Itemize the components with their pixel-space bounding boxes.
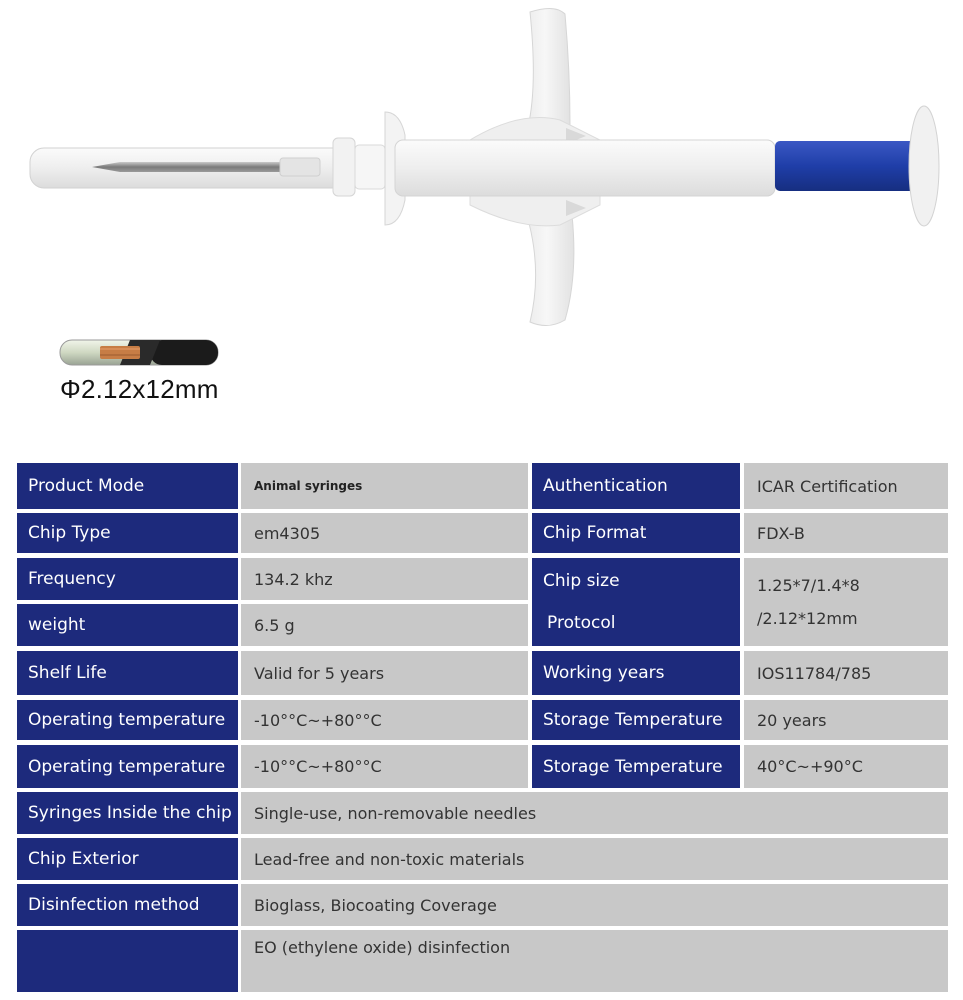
chip-size-value-line2: /2.12*12mm xyxy=(757,609,858,628)
disinfection-method-label: Disinfection method xyxy=(17,884,238,926)
operating-temperature-label: Operating temperature xyxy=(17,700,238,740)
chip-size-value-line1: 1.25*7/1.4*8 xyxy=(757,576,860,595)
chip-size-protocol-label xyxy=(532,558,740,646)
storage-temperature-value: 40°C~+90°C xyxy=(744,745,948,788)
authentication-label: Authentication xyxy=(532,463,740,509)
chip-exterior-value: Lead-free and non-toxic materials xyxy=(241,838,948,880)
protocol-label: Protocol xyxy=(547,613,616,633)
storage-temperature-value: 20 years xyxy=(744,700,948,740)
frequency-value: 134.2 khz xyxy=(241,558,528,600)
chip-exterior-label: Chip Exterior xyxy=(17,838,238,880)
working-years-label: Working years xyxy=(532,651,740,695)
product-mode-value: Animal syringes xyxy=(241,463,528,509)
shelf-life-value: Valid for 5 years xyxy=(241,651,528,695)
storage-temperature-label: Storage Temperature xyxy=(532,700,740,740)
syringes-inside-value: Single-use, non-removable needles xyxy=(241,792,948,834)
product-mode-label: Product Mode xyxy=(17,463,238,509)
operating-temperature-value: -10°°C~+80°°C xyxy=(241,700,528,740)
chip-type-label: Chip Type xyxy=(17,513,238,553)
weight-value: 6.5 g xyxy=(241,604,528,646)
frequency-label: Frequency xyxy=(17,558,238,600)
chip-format-label: Chip Format xyxy=(532,513,740,553)
working-years-value: IOS11784/785 xyxy=(744,651,948,695)
storage-temperature-label: Storage Temperature xyxy=(532,745,740,788)
chip-size-value xyxy=(744,558,948,646)
disinfection-extra-label xyxy=(17,930,238,992)
chip-size-label: Chip size xyxy=(543,571,620,591)
chip-type-value: em4305 xyxy=(241,513,528,553)
operating-temperature-label: Operating temperature xyxy=(17,745,238,788)
syringes-inside-label: Syringes Inside the chip xyxy=(17,792,238,834)
chip-format-value: FDX-B xyxy=(744,513,948,553)
disinfection-method-value: Bioglass, Biocoating Coverage xyxy=(241,884,948,926)
spec-table xyxy=(17,463,948,994)
product-illustration xyxy=(0,0,963,430)
chip-size-caption: Φ2.12x12mm xyxy=(60,374,219,404)
weight-label: weight xyxy=(17,604,238,646)
operating-temperature-value: -10°°C~+80°°C xyxy=(241,745,528,788)
shelf-life-label: Shelf Life xyxy=(17,651,238,695)
disinfection-extra-value: EO (ethylene oxide) disinfection xyxy=(241,930,948,992)
authentication-value: ICAR Certification xyxy=(744,463,948,509)
syringe-image xyxy=(0,0,963,430)
